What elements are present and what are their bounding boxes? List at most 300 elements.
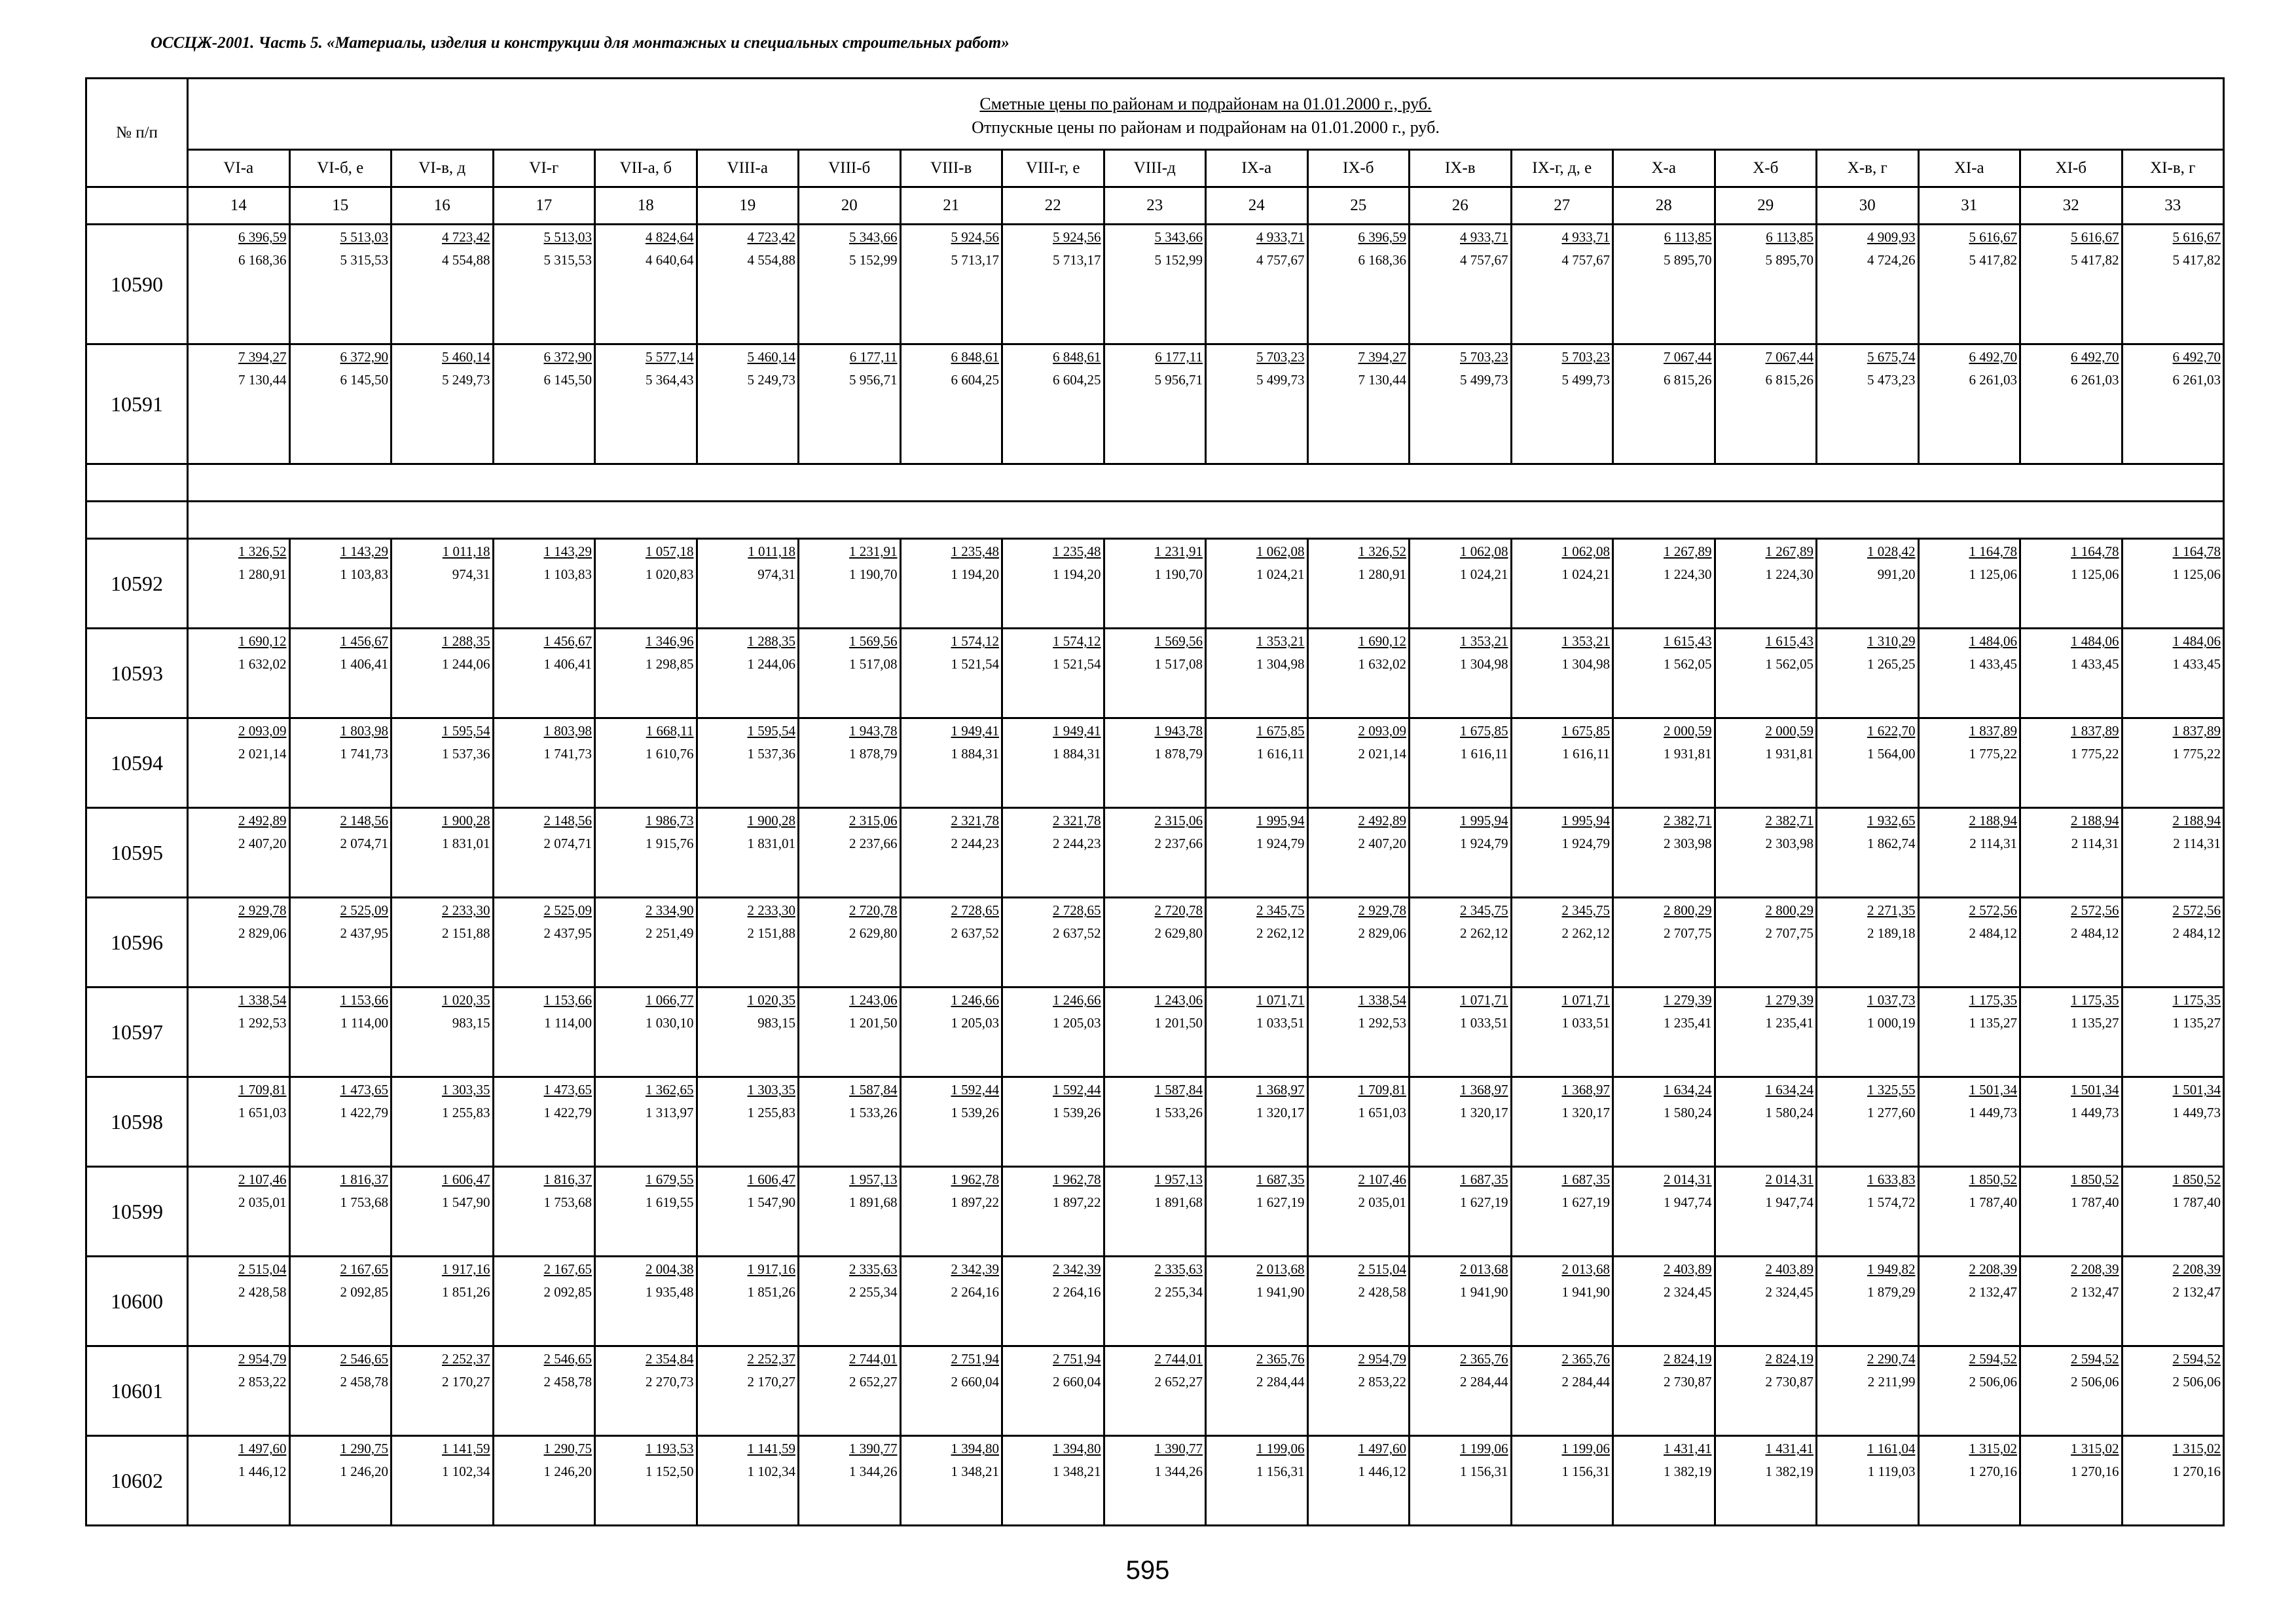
price-cell [900,898,1002,987]
release-price: 2 324,45 [1664,1284,1712,1300]
release-price: 6 261,03 [1969,372,2017,388]
estimate-price: 1 595,54 [442,723,490,739]
estimate-price: 1 243,06 [849,992,898,1008]
estimate-price: 2 014,31 [1765,1172,1813,1187]
estimate-price: 6 177,11 [1155,349,1203,365]
estimate-price: 1 633,83 [1867,1172,1916,1187]
estimate-price: 2 525,09 [543,902,592,918]
price-cell [1817,987,1919,1077]
release-price: 2 114,31 [2173,836,2221,851]
estimate-price: 1 141,59 [747,1441,795,1456]
table-row [86,539,2224,629]
row-number: 10601 [86,1346,188,1436]
price-cell [493,539,595,629]
release-price: 991,20 [1877,566,1916,582]
estimate-price: 5 460,14 [747,349,795,365]
release-price: 1 270,16 [2071,1464,2119,1479]
price-cell [799,718,901,808]
estimate-price: 1 497,60 [238,1441,287,1456]
release-price: 1 632,02 [1358,656,1406,672]
price-cell [1918,1167,2020,1257]
table-row [86,1346,2224,1436]
estimate-price: 1 288,35 [747,633,795,649]
release-price: 1 406,41 [543,656,592,672]
estimate-price: 1 175,35 [1969,992,2017,1008]
estimate-price: 2 492,89 [1358,813,1406,828]
release-price: 1 787,40 [2172,1194,2221,1210]
release-price: 2 303,98 [1664,836,1712,851]
price-cell [1715,1167,1817,1257]
column-number: 28 [1613,187,1715,225]
release-price: 1 753,68 [340,1194,388,1210]
estimate-price: 2 572,56 [1969,902,2017,918]
estimate-price: 5 616,67 [2071,229,2119,245]
release-price: 5 249,73 [442,372,490,388]
estimate-price: 1 957,13 [849,1172,898,1187]
estimate-price: 6 177,11 [849,349,898,365]
estimate-price: 1 497,60 [1358,1441,1406,1456]
estimate-price: 1 062,08 [1256,544,1305,559]
title-estimate-prices: Сметные цены по районам и подрайонам на 01.01.2000 г., руб. [979,94,1432,113]
price-cell [595,1257,697,1346]
table-row [86,718,2224,808]
release-price: 2 035,01 [1358,1194,1406,1210]
release-price: 7 130,44 [238,372,287,388]
release-price: 2 035,01 [238,1194,287,1210]
price-cell [392,987,494,1077]
estimate-price: 2 546,65 [340,1351,388,1367]
estimate-price: 2 342,39 [1053,1261,1101,1277]
estimate-price: 1 390,77 [849,1441,898,1456]
release-price: 2 652,27 [1154,1374,1203,1390]
estimate-price: 7 067,44 [1664,349,1712,365]
release-price: 2 255,34 [1154,1284,1203,1300]
price-cell [697,718,799,808]
price-cell [1918,225,2020,344]
price-cell [493,1167,595,1257]
release-price: 1 235,41 [1664,1015,1712,1031]
estimate-price: 1 456,67 [340,633,388,649]
estimate-price: 2 492,89 [238,813,287,828]
estimate-price: 2 013,68 [1561,1261,1610,1277]
estimate-price: 2 515,04 [238,1261,287,1277]
release-price: 1 891,68 [849,1194,898,1210]
release-price: 2 092,85 [340,1284,388,1300]
price-cell [1410,898,1512,987]
release-price: 6 604,25 [1053,372,1101,388]
release-price: 4 757,67 [1460,252,1508,268]
region-header: VIII-а [697,150,799,187]
price-cell [1410,1436,1512,1526]
estimate-price: 1 675,85 [1460,723,1508,739]
price-cell [1817,1436,1919,1526]
estimate-price: 1 028,42 [1867,544,1916,559]
estimate-price: 6 492,70 [1969,349,2017,365]
release-price: 1 775,22 [2172,746,2221,762]
estimate-price: 1 431,41 [1664,1441,1712,1456]
release-price: 1 224,30 [1765,566,1813,582]
price-cell [1410,1257,1512,1346]
price-cell [289,1436,392,1526]
release-price: 1 304,98 [1460,656,1508,672]
estimate-price: 2 720,78 [1154,902,1203,918]
release-price: 1 320,17 [1460,1105,1508,1120]
estimate-price: 2 004,38 [646,1261,694,1277]
release-price: 4 757,67 [1561,252,1610,268]
estimate-price: 1 390,77 [1154,1441,1203,1456]
release-price: 1 033,51 [1460,1015,1508,1031]
estimate-price: 6 492,70 [2172,349,2221,365]
estimate-price: 1 310,29 [1867,633,1916,649]
release-price: 5 417,82 [2071,252,2119,268]
release-price: 1 449,73 [2071,1105,2119,1120]
price-cell [1002,808,1104,898]
price-cell [1307,898,1410,987]
estimate-price: 2 013,68 [1256,1261,1305,1277]
estimate-price: 5 513,03 [543,229,592,245]
estimate-price: 2 271,35 [1867,902,1916,918]
estimate-price: 2 107,46 [238,1172,287,1187]
release-price: 1 753,68 [543,1194,592,1210]
price-cell [697,1167,799,1257]
estimate-price: 5 513,03 [340,229,388,245]
estimate-price: 7 394,27 [1358,349,1406,365]
release-price: 1 119,03 [1867,1464,1916,1479]
estimate-price: 5 343,66 [1154,229,1203,245]
release-price: 1 280,91 [238,566,287,582]
price-cell [1918,1436,2020,1526]
estimate-price: 1 315,02 [2172,1441,2221,1456]
release-price: 1 125,06 [2172,566,2221,582]
price-cell [493,1257,595,1346]
price-cell [900,1346,1002,1436]
price-cell [1817,1257,1919,1346]
price-cell [1307,718,1410,808]
price-cell [1511,1167,1613,1257]
release-price: 2 629,80 [849,925,898,941]
price-cell [1715,344,1817,464]
estimate-price: 1 164,78 [2071,544,2119,559]
release-price: 1 433,45 [2071,656,2119,672]
price-cell [1002,1436,1104,1526]
price-cell [1104,898,1206,987]
release-price: 2 262,12 [1256,925,1305,941]
release-price: 1 924,79 [1561,836,1610,851]
release-price: 2 074,71 [543,836,592,851]
release-price: 1 616,11 [1256,746,1305,762]
price-cell [697,987,799,1077]
estimate-price: 1 353,21 [1256,633,1305,649]
price-cell [392,539,494,629]
price-cell [289,898,392,987]
estimate-price: 1 235,48 [951,544,999,559]
price-cell [1002,225,1104,344]
release-price: 5 364,43 [646,372,694,388]
price-cell [392,898,494,987]
price-cell [1307,1436,1410,1526]
release-price: 2 629,80 [1154,925,1203,941]
release-price: 2 637,52 [1053,925,1101,941]
price-cell [1817,1167,1919,1257]
price-cell [900,1077,1002,1167]
page-number: 595 [1125,1556,1170,1585]
release-price: 2 660,04 [951,1374,999,1390]
price-cell [1918,539,2020,629]
release-price: 1 446,12 [238,1464,287,1479]
release-price: 1 244,06 [747,656,795,672]
estimate-price: 1 288,35 [442,633,490,649]
column-number: 15 [289,187,392,225]
estimate-price: 2 107,46 [1358,1172,1406,1187]
estimate-price: 1 587,84 [1154,1082,1203,1098]
estimate-price: 4 909,93 [1867,229,1916,245]
estimate-price: 1 957,13 [1154,1172,1203,1187]
release-price: 6 261,03 [2172,372,2221,388]
release-price: 5 473,23 [1867,372,1916,388]
release-price: 1 433,45 [2172,656,2221,672]
release-price: 1 831,01 [442,836,490,851]
estimate-price: 2 365,76 [1256,1351,1305,1367]
table-row [86,1077,2224,1167]
release-price: 2 151,88 [747,925,795,941]
estimate-price: 2 093,09 [238,723,287,739]
estimate-price: 2 321,78 [951,813,999,828]
price-cell [2122,1346,2224,1436]
estimate-price: 1 900,28 [442,813,490,828]
price-cell [1104,1167,1206,1257]
estimate-price: 1 816,37 [340,1172,388,1187]
estimate-price: 2 345,75 [1460,902,1508,918]
region-header: VII-а, б [595,150,697,187]
price-cell [1307,1077,1410,1167]
price-table [85,77,2225,1526]
estimate-price: 1 473,65 [543,1082,592,1098]
estimate-price: 2 354,84 [646,1351,694,1367]
estimate-price: 2 000,59 [1765,723,1813,739]
estimate-price: 2 594,52 [2071,1351,2119,1367]
estimate-price: 1 943,78 [849,723,898,739]
estimate-price: 4 824,64 [646,229,694,245]
release-price: 1 941,90 [1256,1284,1305,1300]
estimate-price: 1 353,21 [1561,633,1610,649]
release-price: 2 264,16 [1053,1284,1101,1300]
price-cell [2122,718,2224,808]
price-cell [595,1077,697,1167]
estimate-price: 5 924,56 [1053,229,1101,245]
estimate-price: 4 723,42 [442,229,490,245]
estimate-price: 1 175,35 [2071,992,2119,1008]
price-cell [188,987,290,1077]
release-price: 1 775,22 [1969,746,2017,762]
estimate-price: 1 690,12 [238,633,287,649]
price-cell [1613,718,1715,808]
estimate-price: 1 803,98 [340,723,388,739]
price-cell [1104,1257,1206,1346]
release-price: 6 168,36 [1358,252,1406,268]
price-cell [1918,987,2020,1077]
estimate-price: 1 709,81 [238,1082,287,1098]
price-cell [289,1257,392,1346]
price-cell [1206,987,1308,1077]
price-cell [1410,1346,1512,1436]
price-cell [1104,987,1206,1077]
release-price: 1 235,41 [1765,1015,1813,1031]
price-cell [900,1257,1002,1346]
price-cell [289,1077,392,1167]
estimate-price: 1 368,97 [1256,1082,1305,1098]
region-header-row [86,150,2224,187]
release-price: 5 895,70 [1765,252,1813,268]
release-price: 1 125,06 [1969,566,2017,582]
release-price: 6 145,50 [543,372,592,388]
estimate-price: 1 622,70 [1867,723,1916,739]
price-cell [188,1077,290,1167]
price-cell [1206,1346,1308,1436]
estimate-price: 1 279,39 [1664,992,1712,1008]
region-header: VI-а [188,150,290,187]
estimate-price: 1 900,28 [747,813,795,828]
estimate-price: 6 396,59 [238,229,287,245]
estimate-price: 2 342,39 [951,1261,999,1277]
release-price: 1 787,40 [1969,1194,2017,1210]
release-price: 1 201,50 [1154,1015,1203,1031]
price-cell [1613,808,1715,898]
release-price: 1 201,50 [849,1015,898,1031]
price-cell [493,629,595,718]
price-cell [697,1436,799,1526]
estimate-price: 1 246,66 [1053,992,1101,1008]
price-cell [595,629,697,718]
price-cell [799,1346,901,1436]
price-cell [900,629,1002,718]
price-cell [1715,808,1817,898]
release-price: 2 458,78 [340,1374,388,1390]
release-price: 1 270,16 [2172,1464,2221,1479]
blank-cell [188,502,2224,539]
price-cell [289,1346,392,1436]
estimate-price: 5 703,23 [1561,349,1610,365]
release-price: 1 891,68 [1154,1194,1203,1210]
release-price: 1 632,02 [238,656,287,672]
estimate-price: 1 071,71 [1256,992,1305,1008]
estimate-price: 1 062,08 [1460,544,1508,559]
table-row [86,898,2224,987]
release-price: 2 021,14 [238,746,287,762]
release-price: 1 610,76 [646,746,694,762]
estimate-price: 1 394,80 [951,1441,999,1456]
price-cell [595,225,697,344]
price-cell [1104,718,1206,808]
column-number: 29 [1715,187,1817,225]
release-price: 1 344,26 [1154,1464,1203,1479]
estimate-price: 1 501,34 [1969,1082,2017,1098]
release-price: 2 484,12 [2071,925,2119,941]
column-number: 33 [2122,187,2224,225]
table-row [86,344,2224,464]
price-cell [2122,1257,2224,1346]
estimate-price: 1 687,35 [1256,1172,1305,1187]
price-cell [2122,344,2224,464]
estimate-price: 1 850,52 [2172,1172,2221,1187]
estimate-price: 1 456,67 [543,633,592,649]
price-cell [2122,808,2224,898]
estimate-price: 1 949,41 [1053,723,1101,739]
release-price: 2 829,06 [1358,925,1406,941]
release-price: 1 517,08 [1154,656,1203,672]
blank-cell [86,187,188,225]
release-price: 1 024,21 [1256,566,1305,582]
price-cell [392,344,494,464]
estimate-price: 2 929,78 [1358,902,1406,918]
estimate-price: 2 365,76 [1561,1351,1610,1367]
release-price: 2 244,23 [951,836,999,851]
release-price: 1 030,10 [646,1015,694,1031]
row-number: 10596 [86,898,188,987]
estimate-price: 1 709,81 [1358,1082,1406,1098]
price-cell [900,344,1002,464]
estimate-price: 1 057,18 [646,544,694,559]
price-cell [1613,225,1715,344]
release-price: 1 446,12 [1358,1464,1406,1479]
release-price: 1 627,19 [1561,1194,1610,1210]
price-cell [493,1346,595,1436]
estimate-price: 1 267,89 [1664,544,1712,559]
estimate-price: 1 368,97 [1460,1082,1508,1098]
estimate-price: 2 000,59 [1664,723,1712,739]
table-title [188,79,2224,150]
release-price: 2 151,88 [442,925,490,941]
release-price: 6 261,03 [2071,372,2119,388]
estimate-price: 6 372,90 [340,349,388,365]
estimate-price: 1 020,35 [442,992,490,1008]
price-cell [2122,539,2224,629]
release-price: 2 853,22 [238,1374,287,1390]
price-cell [1817,225,1919,344]
release-price: 4 554,88 [442,252,490,268]
price-cell [1817,629,1919,718]
price-cell [1511,344,1613,464]
estimate-price: 1 062,08 [1561,544,1610,559]
price-cell [1613,1167,1715,1257]
estimate-price: 1 634,24 [1765,1082,1813,1098]
release-price: 1 941,90 [1561,1284,1610,1300]
release-price: 2 730,87 [1765,1374,1813,1390]
estimate-price: 5 460,14 [442,349,490,365]
release-price: 1 320,17 [1561,1105,1610,1120]
table-row [86,1257,2224,1346]
release-price: 1 741,73 [543,746,592,762]
price-cell [799,808,901,898]
price-cell [1613,539,1715,629]
column-number: 32 [2020,187,2123,225]
column-number: 20 [799,187,901,225]
price-cell [1511,1257,1613,1346]
price-cell [595,539,697,629]
table-row [86,808,2224,898]
column-number: 25 [1307,187,1410,225]
release-price: 1 651,03 [1358,1105,1406,1120]
estimate-price: 1 850,52 [1969,1172,2017,1187]
price-cell [1613,1436,1715,1526]
estimate-price: 2 188,94 [2071,813,2119,828]
price-cell [188,1257,290,1346]
estimate-price: 1 837,89 [2172,723,2221,739]
release-price: 1 292,53 [1358,1015,1406,1031]
region-header: XI-б [2020,150,2123,187]
estimate-price: 2 751,94 [951,1351,999,1367]
release-price: 2 264,16 [951,1284,999,1300]
estimate-price: 1 246,66 [951,992,999,1008]
